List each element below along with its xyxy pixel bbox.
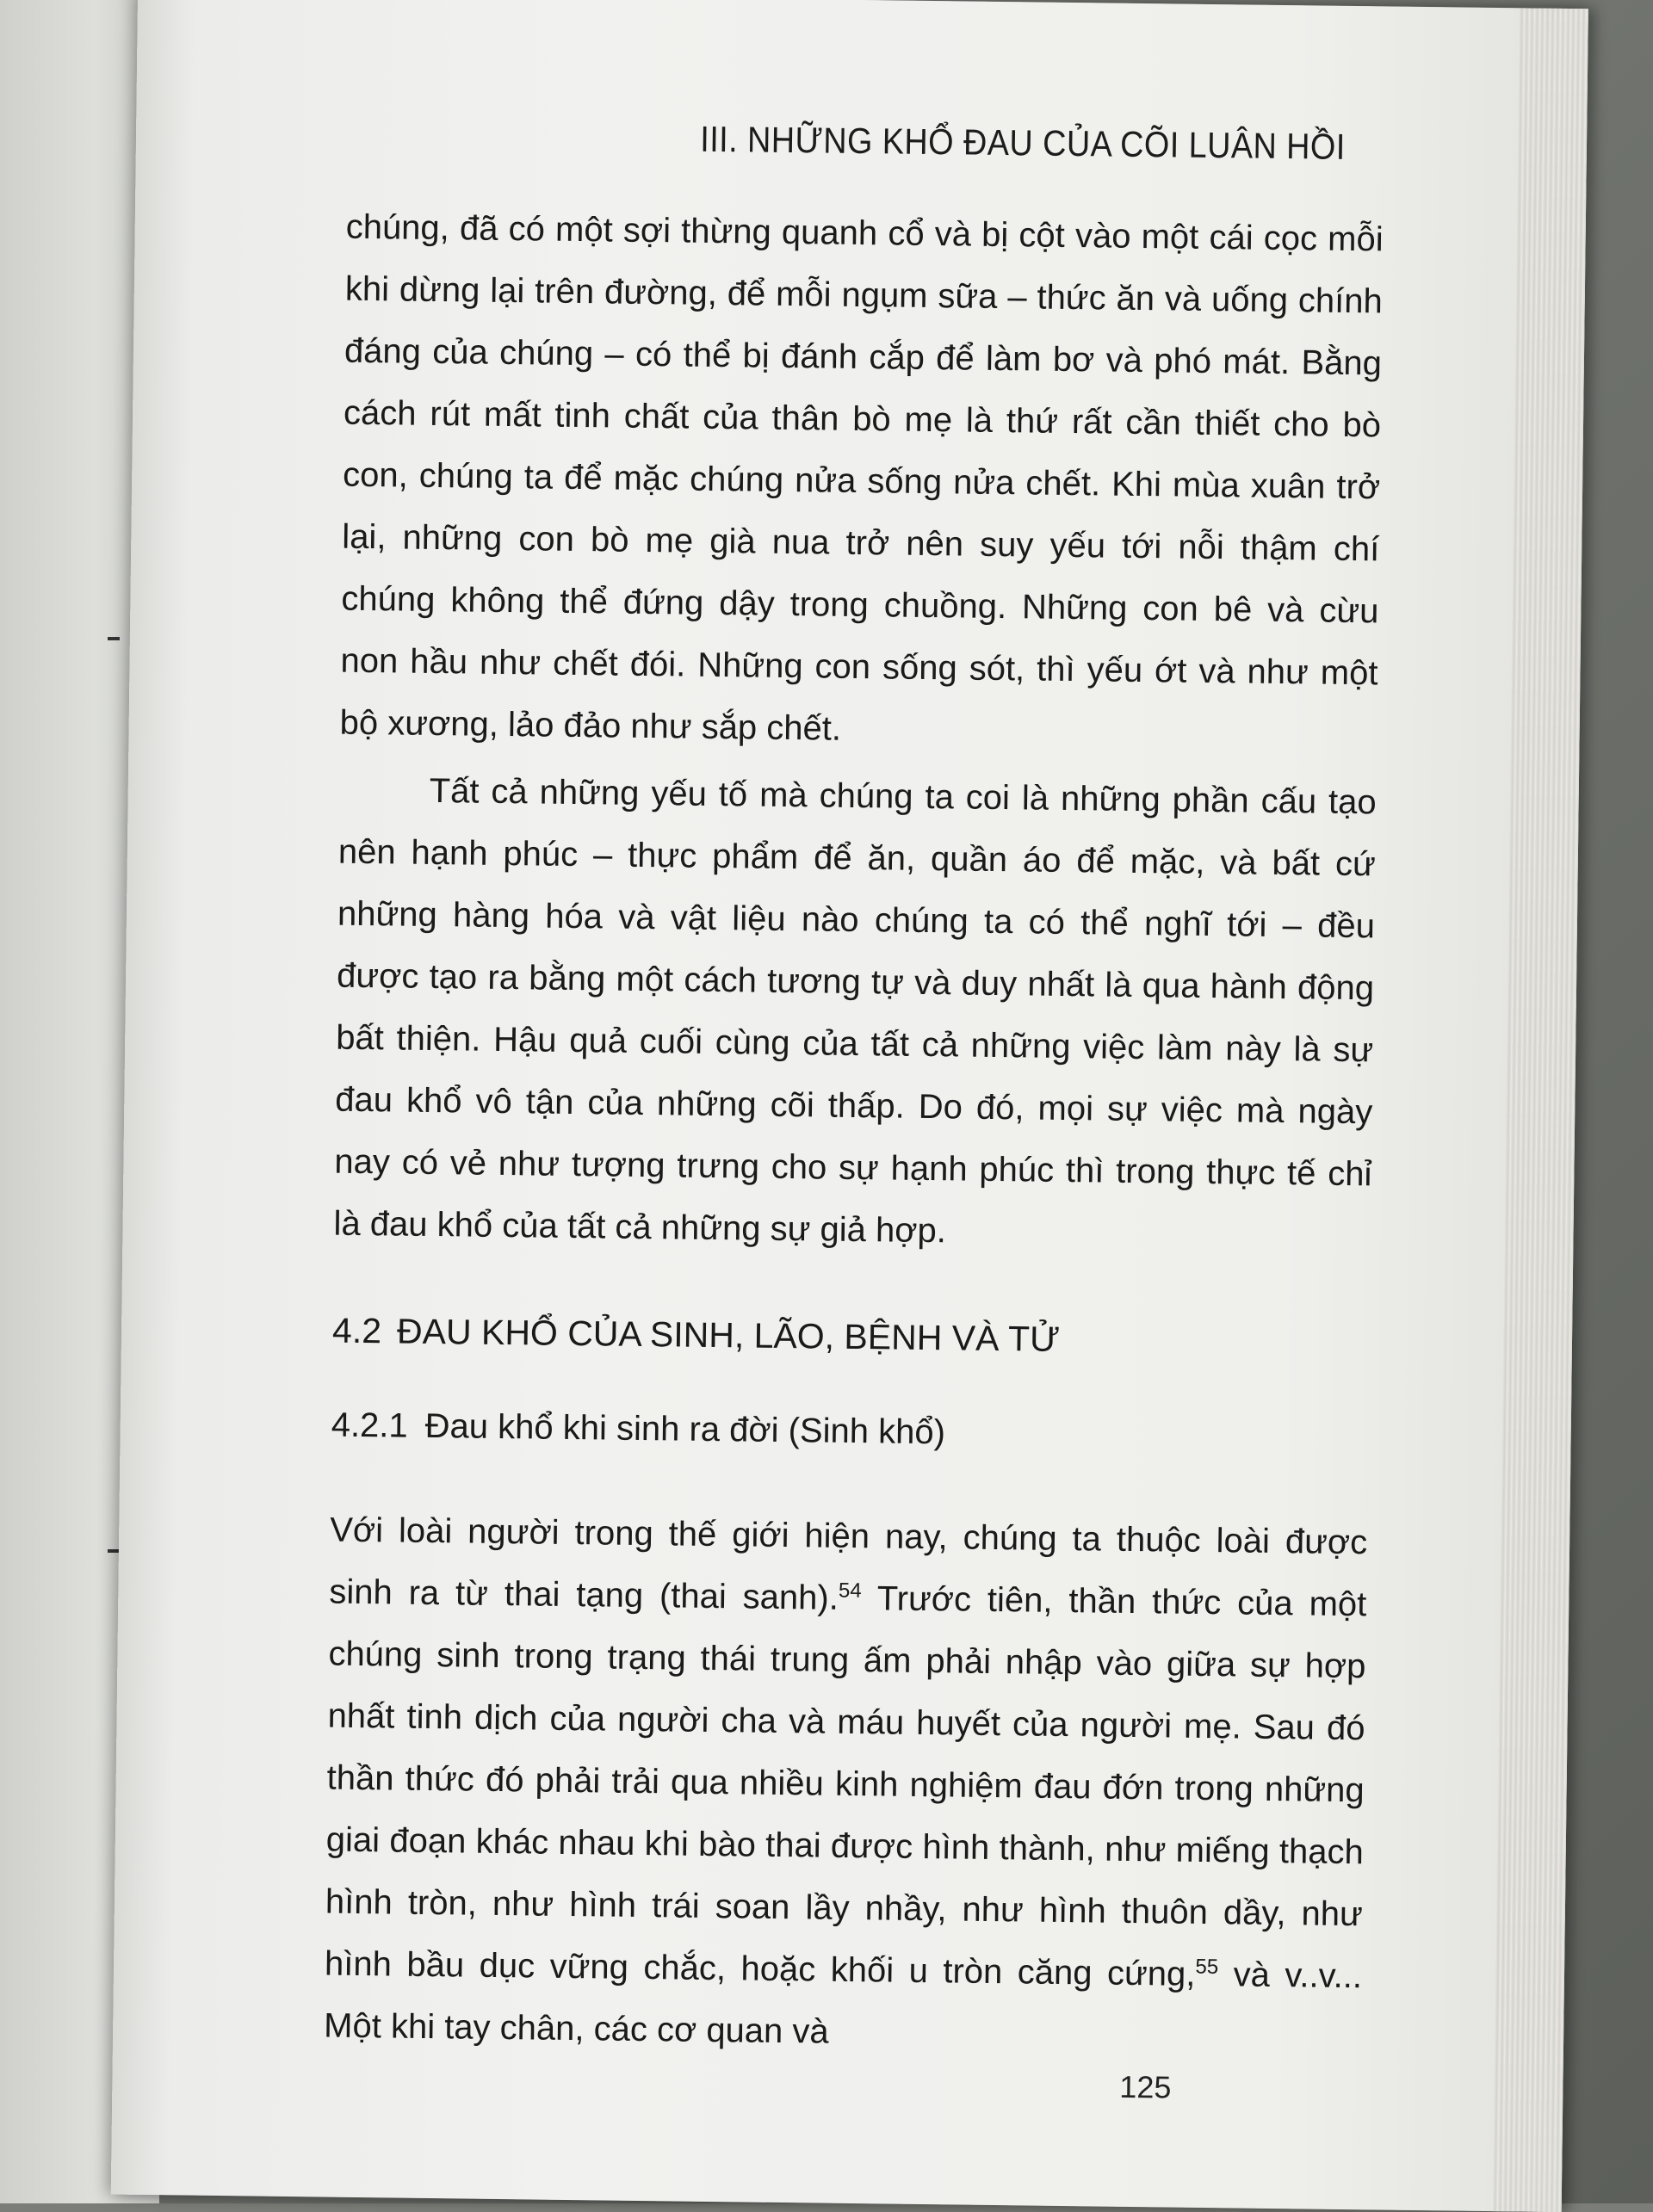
paragraph <box>324 1499 1368 2070</box>
paragraph-text: và v..v... Một khi tay chân, các cơ quan và <box>323 1956 1363 2051</box>
paragraph-text: Trước tiên, thần thức của một chúng sinh trong trạng thái trung ấm phải nhập vào giữa sự hợp nhất tinh dịch của người cha và máu huyết của người mẹ. Sau đó thần thức đó phải trải qua nhiều kinh nghiệm đau đớn trong những giai đoạn khác nhau khi bào thai được hình thành, như miếng thạch hình tròn, như hình trái soan lầy nhầy, như hình thuôn dầy, như hình bầu dục vững chắc, hoặc khối u tròn căng cứng, <box>324 1579 1367 1993</box>
book-page <box>111 0 1588 2212</box>
paragraph: Tất cả những yếu tố mà chúng ta coi là những phần cấu tạo nên hạnh phúc – thực phẩm để ăn, quần áo để mặc, và bất cứ những hàng hóa và vật liệu nào chúng ta có thể nghĩ tới – đều được tạo ra bằng một cách tương tự và duy nhất là qua hành động bất thiện. Hậu quả cuối cùng của tất cả những việc làm này là sự đau khổ vô tận của những cõi thấp. Do đó, mọi sự việc mà ngày nay có vẻ như tượng trưng cho sự hạnh phúc thì trong thực tế chỉ là đau khổ của tất cả những sự giả hợp. <box>333 771 1377 1251</box>
subsection-number: 4.2.1 <box>331 1406 408 1445</box>
page-number: 125 <box>1119 2068 1172 2105</box>
page-body <box>324 196 1384 2070</box>
footnote-marker: 55 <box>1195 1955 1219 1979</box>
subsection-title: Đau khổ khi sinh ra đời (Sinh khổ) <box>424 1406 946 1452</box>
running-header: III. NHỮNG KHỔ ĐAU CỦA CÕI LUÂN HỒI <box>700 118 1347 167</box>
paragraph-continuation: chúng, đã có một sợi thừng quanh cổ và bị cột vào một cái cọc mỗi khi dừng lại trên đường, để mỗi ngụm sữa – thức ăn và uống chính đáng của chúng – có thể bị đánh cắp để làm bơ và phó mát. Bằng cách rút mất tinh chất của thân bò mẹ là thứ rất cần thiết cho bò con, chúng ta để mặc chúng nửa sống nửa chết. Khi mùa xuân trở lại, những con bò mẹ già nua trở nên suy yếu tới nỗi thậm chí chúng không thể đứng dậy trong chuồng. Những con bê và cừu non hầu như chết đói. Những con sống sót, thì yếu ớt và như một bộ xương, lảo đảo như sắp chết. <box>339 207 1384 748</box>
footnote-marker: 54 <box>838 1579 862 1603</box>
binding-mark <box>108 637 120 640</box>
section-number: 4.2 <box>331 1310 382 1351</box>
paragraph-text: Với loài người trong thế giới hiện nay, chúng ta thuộc loài được sinh ra từ thai tạng (thai sanh). <box>329 1511 1368 1617</box>
section-title: ĐAU KHỔ CỦA SINH, LÃO, BỆNH VÀ TỬ <box>396 1311 1061 1359</box>
section-heading <box>332 1305 1371 1369</box>
subsection-heading <box>331 1399 1369 1464</box>
binding-mark <box>108 1549 120 1553</box>
